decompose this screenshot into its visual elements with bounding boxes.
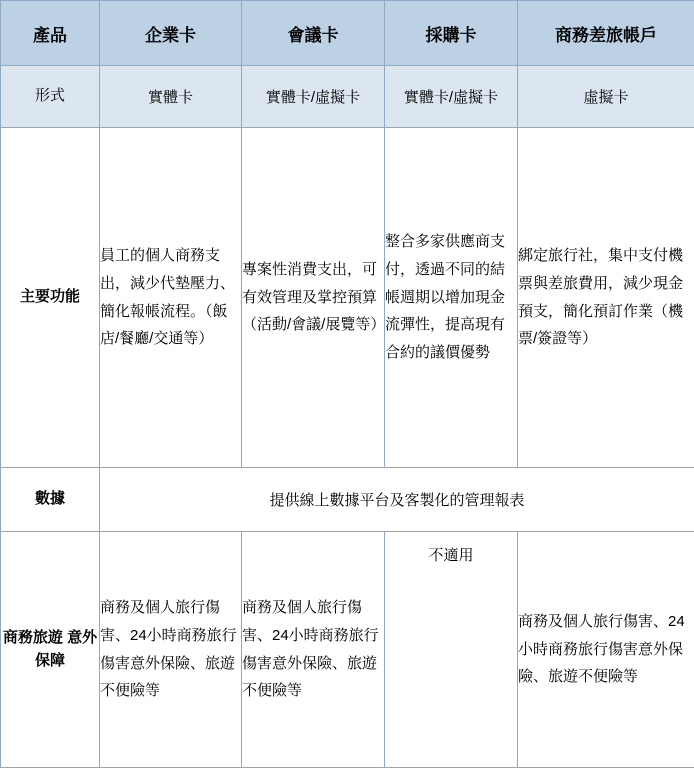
header-cell-purchasing-card: 採購卡 — [385, 1, 518, 66]
cell-form-purchasing-card: 實體卡/虛擬卡 — [385, 66, 518, 128]
table-header-row — [1, 1, 694, 66]
cell-function-purchasing-card: 整合多家供應商支付，透過不同的結帳週期以增加現金流彈性，提高現有合約的議價優勢 — [385, 128, 518, 468]
cell-insurance-corporate-card: 商務及個人旅行傷害、24小時商務旅行傷害意外保險、旅遊不便險等 — [100, 532, 242, 768]
cell-insurance-business-travel-account: 商務及個人旅行傷害、24小時商務旅行傷害意外保險、旅遊不便險等 — [518, 532, 694, 768]
cell-function-meeting-card: 專案性消費支出，可有效管理及掌控預算（活動/會議/展覽等） — [242, 128, 385, 468]
cell-insurance-meeting-card: 商務及個人旅行傷害、24小時商務旅行傷害意外保險、旅遊不便險等 — [242, 532, 385, 768]
cell-form-meeting-card: 實體卡/虛擬卡 — [242, 66, 385, 128]
table-row — [1, 66, 694, 128]
cell-function-corporate-card: 員工的個人商務支出，減少代墊壓力、簡化報帳流程。（飯店/餐廳/交通等） — [100, 128, 242, 468]
table-row — [1, 128, 694, 468]
header-cell-business-travel-account: 商務差旅帳戶 — [518, 1, 694, 66]
header-cell-corporate-card: 企業卡 — [100, 1, 242, 66]
header-cell-product: 產品 — [1, 1, 100, 66]
row-label-travel-insurance: 商務旅遊 意外保障 — [1, 532, 100, 768]
cell-form-business-travel-account: 虛擬卡 — [518, 66, 694, 128]
table-row — [1, 532, 694, 768]
cell-form-corporate-card: 實體卡 — [100, 66, 242, 128]
cell-data-platform-report: 提供線上數據平台及客製化的管理報表 — [100, 468, 694, 532]
cell-insurance-purchasing-card: 不適用 — [385, 532, 518, 768]
header-cell-meeting-card: 會議卡 — [242, 1, 385, 66]
row-label-main-function: 主要功能 — [1, 128, 100, 468]
cell-function-business-travel-account: 綁定旅行社，集中支付機票與差旅費用，減少現金預支，簡化預訂作業（機票/簽證等） — [518, 128, 694, 468]
row-label-form: 形式 — [1, 66, 100, 128]
table-row — [1, 468, 694, 532]
row-label-data: 數據 — [1, 468, 100, 532]
